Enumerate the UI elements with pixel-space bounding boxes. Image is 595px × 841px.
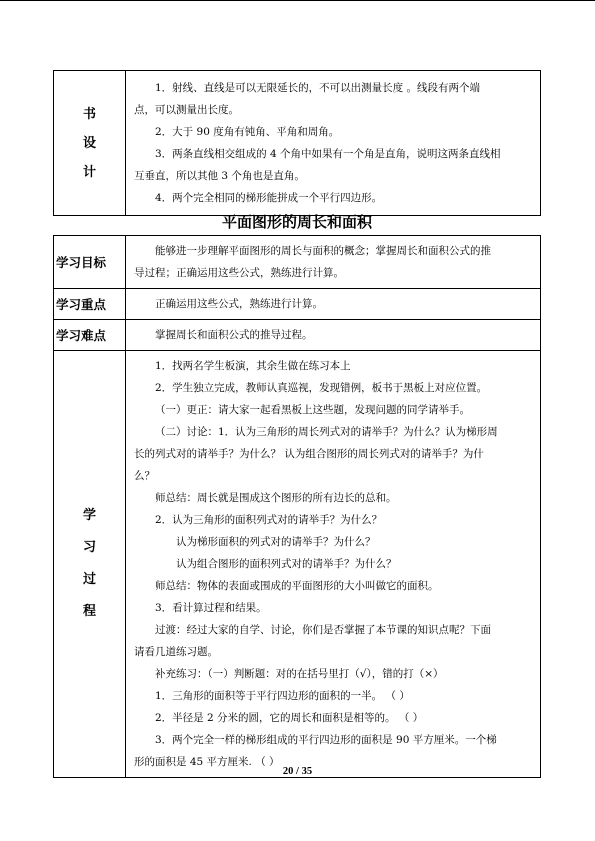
label-char: 书	[82, 106, 96, 122]
key-points-content	[126, 289, 541, 320]
board-design-table	[53, 70, 541, 216]
header-rule	[0, 0, 595, 1]
goals-label-cell	[54, 236, 126, 289]
text-line: 1．三角形的面积等于平行四边形的面积的一半。 （ ）	[155, 690, 410, 702]
key-points-label: 学习重点	[56, 297, 107, 312]
text-line: 2．半径是 2 分米的圆，它的周长和面积是相等的。 （ ）	[155, 712, 424, 724]
key-points-label-cell	[54, 289, 126, 320]
page-number: 20 / 35	[282, 766, 313, 777]
label-char: 习	[82, 540, 96, 555]
text-line: 1．射线、直线是可以无限延长的，不可以出测量长度 。线段有两个端	[155, 82, 481, 94]
text-line: 4．两个完全相同的梯形能拼成一个平行四边形。	[155, 192, 383, 204]
label-char: 计	[82, 164, 96, 180]
text-line: 补充练习：（一）判断题：对的在括号里打（√），错的打（×）	[155, 668, 444, 680]
label-char: 设	[82, 135, 96, 151]
text-line: 师总结：物体的表面或围成的平面图形的大小叫做它的面积。	[155, 580, 439, 592]
text-line: 长的列式对的请举手？为什么？ 认为组合图形的周长列式对的请举手？为什	[134, 448, 484, 460]
text-line: 形的面积是 45 平方厘米. （ ）	[134, 756, 280, 768]
text-line: 3．两个完全一样的梯形组成的平行四边形的面积是 90 平方厘米。一个梯	[155, 734, 497, 746]
text-line: 2．认为三角形的面积列式对的请举手？为什么？	[155, 514, 383, 526]
difficulties-content	[126, 320, 541, 351]
text-line: 2．学生独立完成，教师认真巡视，发现错例，板书于黑板上对应位置。	[155, 382, 488, 394]
text-line: （一）更正：请大家一起看黑板上这些题，发现问题的同学请举手。	[155, 404, 470, 416]
text-line: 认为梯形面积的列式对的请举手？为什么？	[176, 536, 376, 548]
goals-label: 学习目标	[56, 255, 107, 270]
text-line: 么？	[134, 470, 155, 482]
board-design-content	[126, 71, 541, 216]
text-line: 正确运用这些公式，熟练进行计算。	[155, 298, 323, 310]
label-char: 程	[82, 604, 96, 619]
text-line: 3．两条直线相交组成的 4 个角中如果有一个角是直角，说明这两条直线相	[155, 148, 501, 160]
text-line: 掌握周长和面积公式的推导过程。	[155, 329, 313, 341]
difficulties-label: 学习难点	[56, 328, 107, 343]
text-line: 3．看计算过程和结果。	[155, 602, 267, 614]
text-line: 导过程；正确运用这些公式，熟练进行计算。	[134, 267, 344, 279]
difficulties-label-cell	[54, 320, 126, 351]
board-design-label	[54, 71, 126, 216]
text-line: 1．找两名学生板演，其余生做在练习本上	[155, 360, 351, 372]
goals-content	[126, 236, 541, 289]
text-line: 请看几道练习题。	[134, 646, 218, 658]
label-char: 过	[82, 572, 96, 587]
text-line: （二）讨论：1．认为三角形的周长列式对的请举手？为什么？认为梯形周	[155, 426, 498, 438]
lesson-title: 平面图形的周长和面积	[221, 213, 372, 231]
process-label-cell	[54, 351, 126, 778]
text-line: 2．大于 90 度角有钝角、平角和周角。	[155, 126, 340, 138]
text-line: 互垂直，所以其他 3 个角也是直角。	[134, 170, 305, 182]
process-content	[126, 351, 541, 778]
text-line: 点，可以测量出长度。	[134, 104, 239, 116]
text-line: 能够进一步理解平面图形的周长与面积的概念；掌握周长和面积公式的推	[155, 245, 491, 257]
text-line: 师总结：周长就是围成这个图形的所有边长的总和。	[155, 492, 397, 504]
text-line: 过渡：经过大家的自学、讨论，你们是否掌握了本节课的知识点呢？下面	[155, 624, 491, 636]
lesson-plan-table	[53, 235, 541, 778]
label-char: 学	[82, 508, 96, 523]
text-line: 认为组合图形的面积列式对的请举手？为什么？	[176, 558, 397, 570]
